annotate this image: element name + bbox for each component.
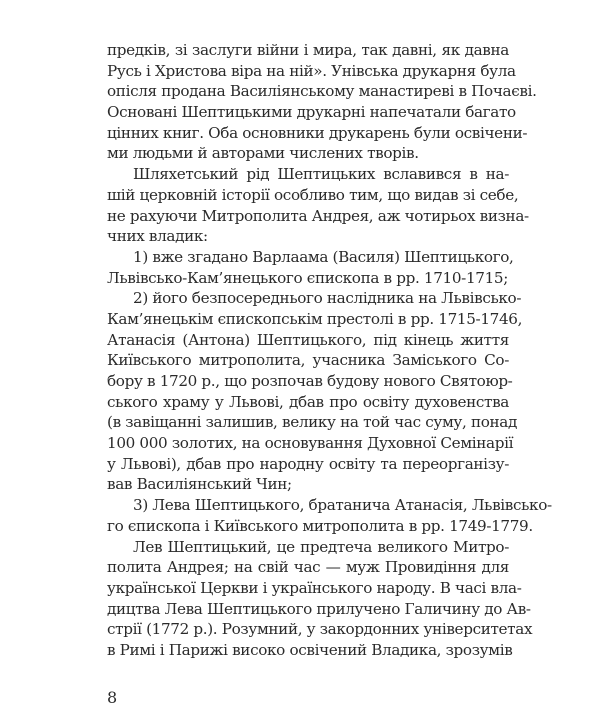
text-line: го єпископа і Київського митрополита в рр. 1749-1779. bbox=[107, 516, 533, 535]
text-line: ми людьми й авторами числених творів. bbox=[107, 144, 419, 163]
text-line: Русь і Христова віра на ній». Унівська друкарня була bbox=[107, 61, 516, 80]
text-line: бору в 1720 р., що розпочав будову нового Святоюр- bbox=[107, 372, 513, 390]
text-line: 2) його безпосереднього наслідника на Львівсько- bbox=[133, 289, 522, 308]
text-line: Кам’янецькім єпископськім престолі в рр. 1715-1746, bbox=[107, 309, 523, 328]
text-line: опісля продана Василіянському манастиреві в Почаєві. bbox=[107, 82, 537, 101]
text-line: Львівсько-Кам’янецького єпископа в рр. 1710-1715; bbox=[107, 268, 508, 287]
text-line: Основані Шептицькими друкарні напечатали багато bbox=[107, 103, 516, 122]
text-line: стрії (1772 р.). Розумний, у закордонних університетах bbox=[107, 620, 533, 639]
text-line: Атанасія (Антона) Шептицького, під кінець життя bbox=[107, 330, 509, 349]
paragraph bbox=[107, 537, 533, 661]
text-line: чних владик: bbox=[107, 227, 208, 246]
page-number: 8 bbox=[107, 688, 118, 707]
text-line: цінних книг. Оба основники друкарень були освічени- bbox=[107, 123, 528, 142]
text-line: 3) Лева Шептицького, братанича Атанасія, Львівсько- bbox=[133, 496, 552, 515]
text-line: у Львові), дбав про народну освіту та переорганізу- bbox=[107, 454, 509, 473]
paragraph bbox=[107, 164, 529, 247]
text-line: Лев Шептицький, це предтеча великого Митро- bbox=[133, 537, 509, 556]
page-body bbox=[107, 40, 552, 661]
paragraph bbox=[107, 247, 514, 288]
text-line: дицтва Лева Шептицького прилучено Галичину до Ав- bbox=[107, 599, 531, 618]
text-line: української Церкви і українського народу. В часі вла- bbox=[107, 578, 522, 597]
text-line: не рахуючи Митрополита Андрея, аж чотирьох визна- bbox=[107, 206, 529, 225]
text-line: (в завіщанні залишив, велику на той час суму, понад bbox=[107, 413, 517, 432]
text-line: ського храму у Львові, дбав про освіту духовенства bbox=[107, 392, 509, 411]
paragraph bbox=[107, 40, 537, 164]
text-line: Київського митрополита, учасника Заміського Со- bbox=[107, 351, 509, 370]
text-line: 100 000 золотих, на основування Духовної Семінарії bbox=[107, 434, 514, 453]
text-line: в Римі і Парижі високо освічений Владика, зрозумів bbox=[107, 640, 513, 659]
paragraph bbox=[107, 288, 523, 495]
text-line: 1) вже згадано Варлаама (Василя) Шептицького, bbox=[133, 247, 514, 266]
paragraph bbox=[107, 495, 552, 536]
text-line: Шляхетський рід Шептицьких вславився в на- bbox=[133, 165, 509, 184]
text-line: предків, зі заслуги війни і мира, так давні, як давна bbox=[107, 41, 509, 59]
text-line: вав Василіянський Чин; bbox=[107, 475, 292, 494]
text-line: полита Андрея; на свій час — муж Провидіння для bbox=[107, 558, 509, 577]
text-line: шій церковній історії особливо тим, що видав зі себе, bbox=[107, 185, 519, 204]
